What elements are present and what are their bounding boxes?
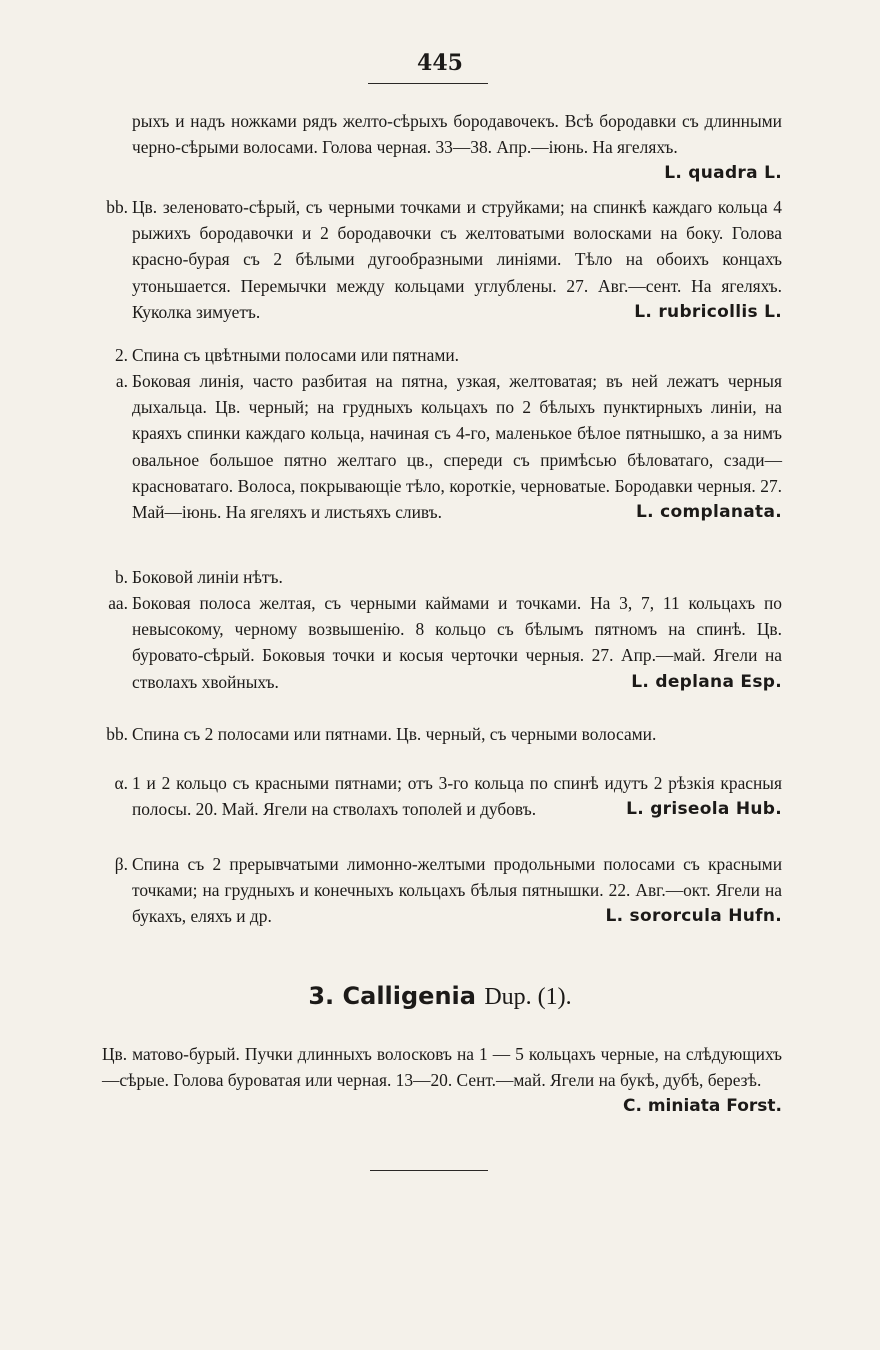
species-name: L. deplana Esp.: [631, 671, 782, 692]
entry-mark: β.: [114, 854, 128, 874]
entry-mark: aa.: [108, 593, 128, 613]
key-entry-2: [114, 342, 782, 368]
key-entry-rubricollis: [106, 194, 782, 325]
entry-text: Боковая линія, часто разбитая на пятна, узкая, желтоватая; въ ней лежатъ черныя дыхальца. Цв. черный; на грудныхъ кольцахъ по 2 бѣлыхъ пунктирныхъ линіи, на краяхъ спинки каждаго кольца, начиная съ 4-го, маленькое бѣлое пятнышко, а за нимъ овальное большое пятно желтаго цв., спереди съ примѣсью бѣловатаго, сзади—красноватаго. Волоса, покрывающіе тѣло, короткіе, черноватые. Бородавки черныя. 27. Май—іюнь. На ягеляхъ и листьяхъ сливъ.: [132, 371, 782, 523]
genus-name: 3. Calligenia: [308, 982, 476, 1010]
entry-mark: b.: [114, 567, 128, 587]
entry-text: Спина съ 2 полосами или пятнами. Цв. черный, съ черными волосами.: [132, 724, 657, 744]
key-entry-sororcula: [114, 851, 782, 930]
key-entry-bb2: [106, 721, 782, 747]
end-rule: [370, 1170, 488, 1171]
entry-text: 1 и 2 кольцо съ красными пятнами; отъ 3-го кольца по спинѣ идутъ 2 рѣзкія красныя полосы. 20. Май. Ягели на стволахъ тополей и дубовъ.: [132, 773, 782, 820]
entry-mark: bb.: [106, 724, 128, 744]
entry-text: Спина съ 2 прерывчатыми лимонно-желтыми продольными полосами съ красными точками; на грудныхъ и конечныхъ кольцахъ бѣлыя пятнышки. 22. Авг.—окт. Ягели на букахъ, еляхъ и др.: [132, 854, 782, 927]
species-name: L. sororcula Hufn.: [605, 906, 782, 927]
genus-author: Dup. (1).: [484, 984, 572, 1010]
entry-mark: α.: [114, 773, 128, 793]
genus-text: Цв. матово-бурый. Пучки длинныхъ волосковъ на 1 — 5 кольцахъ черные, на слѣдующихъ—сѣрые. Голова буроватая или черная. 13—20. Сент.—май. Ягели на букѣ, дубѣ, березѣ.: [102, 1044, 782, 1091]
key-entry-complanata: [115, 368, 782, 525]
entry-text: Боковая полоса желтая, съ черными каймами и точками. На 3, 7, 11 кольцахъ по невысокому, черному возвышенію. 8 кольцо съ бѣлымъ пятномъ на спинѣ. Цв. буровато-сѣрый. Боковыя точки и косыя черточки черныя. 27. Апр.—май. Ягели на стволахъ хвойныхъ.: [132, 593, 782, 692]
species-name: L. rubricollis L.: [634, 301, 782, 322]
entry-text: Цв. зеленовато-сѣрый, съ черными точками и струйками; на спинкѣ каждаго кольца 4 рыжихъ бородавочки и 2 бородавочки съ желтоватыми волосками на боку. Голова красно-бурая съ 2 бѣлыми дугообразными линіями. Тѣло на обоихъ концахъ утоньшается. Перемычки между кольцами углублены. 27. Авг.—сент. На ягеляхъ. Куколка зимуетъ.: [132, 197, 782, 322]
species-name: L. griseola Hub.: [626, 799, 782, 820]
page-number: 445: [417, 50, 463, 76]
species-name: L. complanata.: [636, 502, 782, 523]
genus-heading: [0, 982, 880, 1011]
entry-mark: a.: [115, 371, 128, 391]
key-entry-deplana: [108, 590, 782, 695]
entry-text: рыхъ и надъ ножками рядъ желто-сѣрыхъ бородавочекъ. Всѣ бородавки съ длинными черно-сѣрыми волосами. Голова черная. 33—38. Апр.—іюнь. На ягеляхъ.: [132, 111, 782, 158]
key-entry-b: [114, 564, 782, 590]
entry-mark: 2.: [114, 345, 128, 365]
genus-description: [102, 1041, 782, 1120]
key-entry-griseola: [114, 770, 782, 822]
header-rule: [368, 83, 488, 84]
species-name: C. miniata Forst.: [622, 1096, 782, 1117]
species-name: L. quadra L.: [664, 163, 782, 184]
entry-mark: bb.: [106, 197, 128, 217]
entry-text: Боковой линіи нѣтъ.: [132, 567, 283, 587]
entry-text: Спина съ цвѣтными полосами или пятнами.: [132, 345, 459, 365]
key-entry-quadra: [132, 108, 782, 187]
